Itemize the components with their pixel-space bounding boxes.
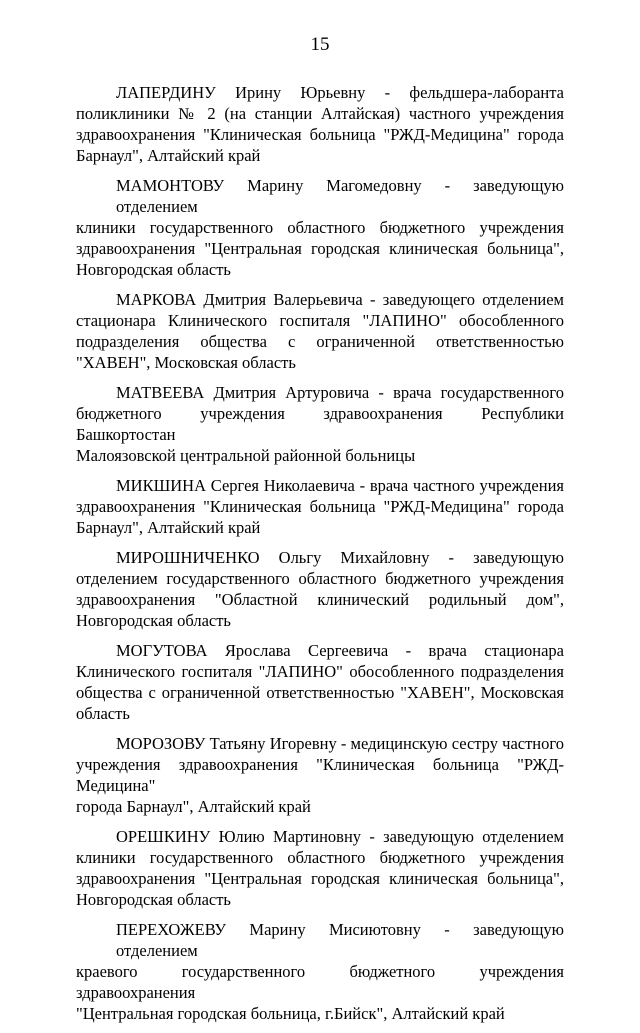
entry-line: отделением государственного областного бюджетного учреждения (76, 569, 564, 588)
entry-line: область (76, 704, 130, 723)
award-entry (76, 826, 564, 910)
entry-line: клиники государственного областного бюджетного учреждения (76, 848, 564, 867)
entry-line: МАРКОВА Дмитрия Валерьевича - заведующего отделением (116, 290, 564, 309)
entry-line: ЛАПЕРДИНУ Ирину Юрьевну - фельдшера-лаборанта (116, 83, 564, 102)
entry-line: Новгородская область (76, 611, 231, 630)
entry-line: здравоохранения "Центральная городская клиническая больница", (76, 869, 564, 888)
entry-line: подразделения общества с ограниченной ответственностью (76, 332, 564, 351)
entry-line: города Барнаул", Алтайский край (76, 797, 311, 816)
entry-line: учреждения здравоохранения "Клиническая больница "РЖД-Медицина" (76, 755, 564, 795)
entry-line: "ХАВЕН", Московская область (76, 353, 296, 372)
entry-line: МАМОНТОВУ Марину Магомедовну - заведующую отделением (116, 176, 564, 216)
entry-line: Барнаул", Алтайский край (76, 518, 261, 537)
award-entry (76, 175, 564, 280)
entry-line: Клинического госпиталя "ЛАПИНО" обособленного подразделения (76, 662, 564, 681)
entry-line: Новгородская область (76, 260, 231, 279)
entry-line: МОРОЗОВУ Татьяну Игоревну - медицинскую сестру частного (116, 734, 564, 753)
document-body (76, 82, 564, 1033)
entry-line: МИКШИНА Сергея Николаевича - врача частного учреждения (116, 476, 564, 495)
entry-line: МИРОШНИЧЕНКО Ольгу Михайловну - заведующую (116, 548, 564, 567)
entry-line: "Центральная городская больница, г.Бийск", Алтайский край (76, 1004, 505, 1023)
entry-line: общества с ограниченной ответственностью "ХАВЕН", Московская (76, 683, 564, 702)
entry-line: МОГУТОВА Ярослава Сергеевича - врача стационара (116, 641, 564, 660)
entry-line: Новгородская область (76, 890, 231, 909)
entry-line: здравоохранения "Областной клинический родильный дом", (76, 590, 564, 609)
award-entry (76, 919, 564, 1024)
page-number: 15 (310, 34, 330, 55)
entry-line: краевого государственного бюджетного учреждения здравоохранения (76, 962, 564, 1002)
entry-line: стационара Клинического госпиталя "ЛАПИНО" обособленного (76, 311, 564, 330)
entry-line: здравоохранения "Клиническая больница "РЖД-Медицина" города (76, 497, 564, 516)
award-entry (76, 640, 564, 724)
award-entry (76, 382, 564, 466)
award-entry (76, 289, 564, 373)
award-entry (76, 475, 564, 538)
entry-line: здравоохранения "Центральная городская клиническая больница", (76, 239, 564, 258)
award-entry (76, 733, 564, 817)
award-entry (76, 82, 564, 166)
award-entry (76, 547, 564, 631)
entry-line: Барнаул", Алтайский край (76, 146, 261, 165)
entry-line: ОРЕШКИНУ Юлию Мартиновну - заведующую отделением (116, 827, 564, 846)
entry-line: здравоохранения "Клиническая больница "РЖД-Медицина" города (76, 125, 564, 144)
entry-line: бюджетного учреждения здравоохранения Республики Башкортостан (76, 404, 564, 444)
entry-line: МАТВЕЕВА Дмитрия Артуровича - врача государственного (116, 383, 564, 402)
entry-line: ПЕРЕХОЖЕВУ Марину Мисиютовну - заведующую отделением (116, 920, 564, 960)
entry-line: Малоязовской центральной районной больницы (76, 446, 416, 465)
entry-line: поликлиники № 2 (на станции Алтайская) частного учреждения (76, 104, 564, 123)
entry-line: клиники государственного областного бюджетного учреждения (76, 218, 564, 237)
